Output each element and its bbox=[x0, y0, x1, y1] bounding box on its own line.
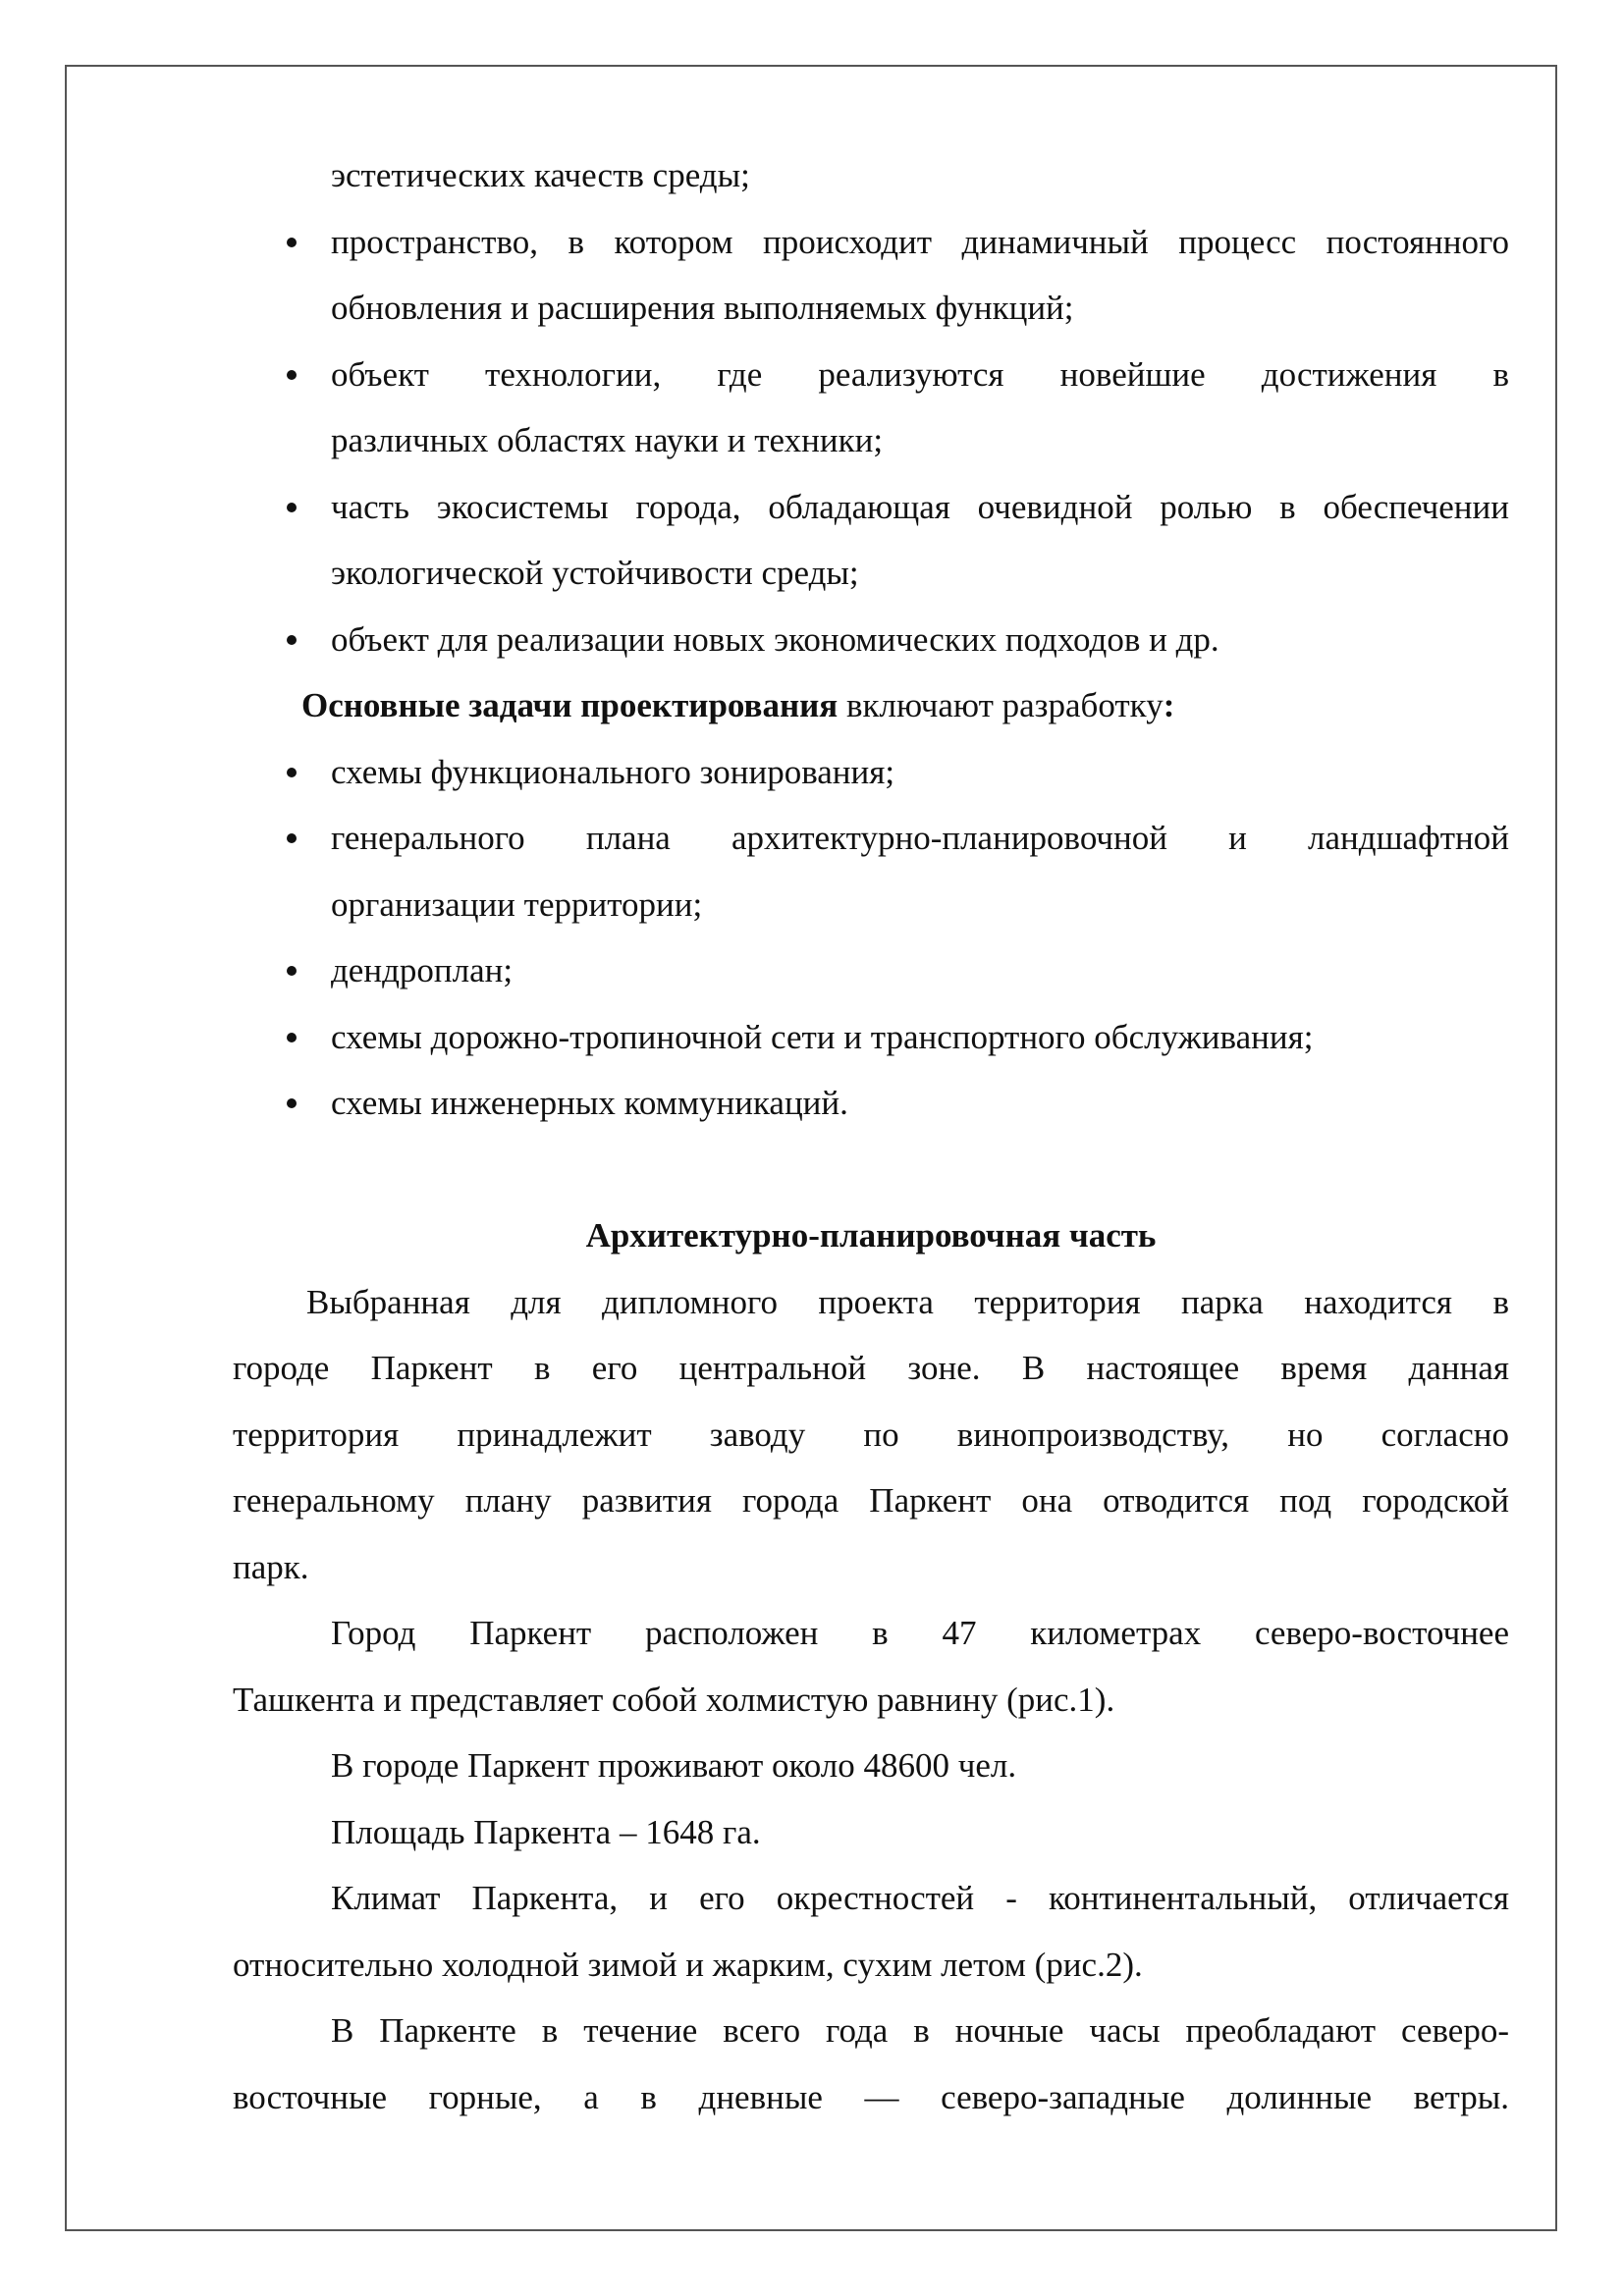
paragraph-line: парк. bbox=[233, 1547, 309, 1586]
list-item-line: объект технологии, где реализуются новейшие достижения в bbox=[331, 354, 1509, 394]
list-item-line: генерального плана архитектурно-планировочной и ландшафтной bbox=[331, 819, 1509, 857]
bullet-icon bbox=[287, 966, 297, 976]
paragraph-line: Климат Паркента, и его окрестностей - континентальный, отличается bbox=[331, 1879, 1509, 1917]
paragraph bbox=[233, 1998, 1509, 2130]
paragraph bbox=[233, 1865, 1509, 1998]
list-item-line: часть экосистемы города, обладающая очевидной ролью в обеспечении bbox=[331, 487, 1509, 526]
bullet-icon bbox=[287, 833, 297, 843]
bullet-icon bbox=[287, 370, 297, 380]
list-item-line: обновления и расширения выполняемых функций; bbox=[331, 289, 1074, 327]
list-item-line: пространство, в котором происходит динамичный процесс постоянного bbox=[331, 222, 1509, 261]
list-item-line: организации территории; bbox=[331, 884, 703, 924]
list-item-line: экологической устойчивости среды; bbox=[331, 554, 859, 592]
paragraph-line: Ташкента и представляет собой холмистую равнину (рис.1). bbox=[233, 1680, 1115, 1719]
tasks-intro-colon: : bbox=[1163, 686, 1175, 724]
list-item-line: дендроплан; bbox=[331, 951, 514, 989]
paragraph-line: Выбранная для дипломного проекта территория парка находится в bbox=[306, 1282, 1509, 1321]
bullet-icon bbox=[287, 503, 297, 512]
section-heading: Архитектурно-планировочная часть bbox=[585, 1216, 1157, 1255]
list-item bbox=[233, 937, 1509, 1004]
paragraph-line: В Паркенте в течение всего года в ночные часы преобладают северо- bbox=[331, 2011, 1509, 2050]
document-body bbox=[233, 142, 1509, 2130]
bullet-icon bbox=[287, 768, 297, 777]
list-item-line: объект для реализации новых экономических подходов и др. bbox=[331, 619, 1219, 659]
bullet-icon bbox=[287, 238, 297, 247]
paragraph-line: восточные горные, а в дневные — северо-западные долинные ветры. bbox=[233, 2077, 1509, 2116]
tasks-intro bbox=[233, 672, 1509, 739]
blank-line bbox=[233, 1137, 1509, 1203]
paragraph bbox=[233, 1600, 1509, 1733]
paragraph bbox=[233, 1269, 1509, 1601]
paragraph-line: Город Паркент расположен в 47 километрах северо-восточнее bbox=[331, 1614, 1509, 1652]
list-item bbox=[233, 342, 1509, 474]
continuation-line: эстетических качеств среды; bbox=[331, 156, 750, 194]
list-item-line: различных областях науки и техники; bbox=[331, 421, 884, 459]
list-item-line: схемы дорожно-тропиночной сети и транспортного обслуживания; bbox=[331, 1017, 1314, 1056]
paragraph-line: территория принадлежит заводу по винопроизводству, но согласно bbox=[233, 1415, 1509, 1454]
list-item-line: схемы функционального зонирования; bbox=[331, 752, 895, 791]
paragraph-line: генеральному плану развития города Паркент она отводится под городской bbox=[233, 1481, 1509, 1520]
list-item bbox=[233, 805, 1509, 937]
list-item bbox=[233, 474, 1509, 607]
paragraph-line: городе Паркент в его центральной зоне. В настоящее время данная bbox=[233, 1349, 1509, 1387]
list-item bbox=[233, 739, 1509, 806]
paragraph-line: относительно холодной зимой и жарким, сухим летом (рис.2). bbox=[233, 1945, 1143, 1984]
list-item bbox=[233, 1004, 1509, 1071]
paragraph: В городе Паркент проживают около 48600 чел. bbox=[331, 1746, 1017, 1785]
tasks-intro-bold: Основные задачи проектирования bbox=[301, 686, 839, 724]
paragraph: Площадь Паркента – 1648 га. bbox=[331, 1812, 761, 1851]
bullet-icon bbox=[287, 635, 297, 645]
bullet-icon bbox=[287, 1098, 297, 1108]
list-item bbox=[233, 209, 1509, 342]
list-item-line: схемы инженерных коммуникаций. bbox=[331, 1084, 848, 1122]
tasks-intro-rest: включают разработку bbox=[838, 686, 1164, 724]
list-item bbox=[233, 1070, 1509, 1137]
bullet-icon bbox=[287, 1033, 297, 1042]
list-item bbox=[233, 607, 1509, 673]
